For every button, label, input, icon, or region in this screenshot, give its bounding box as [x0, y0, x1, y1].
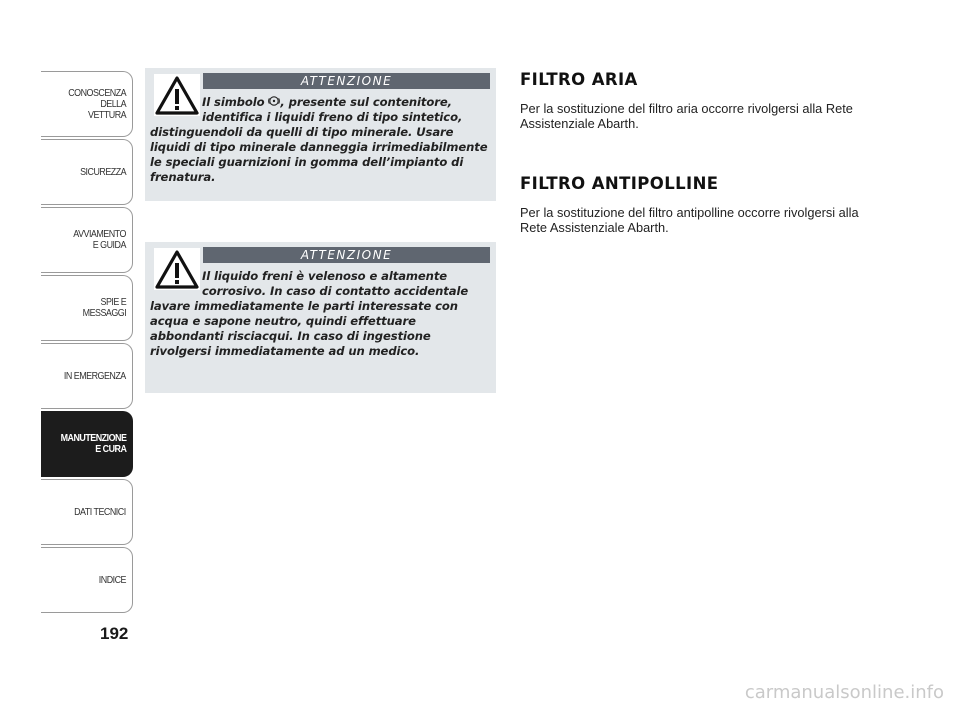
section-heading: FILTRO ARIA	[520, 70, 638, 89]
warning-text-start: Il simbolo	[202, 95, 269, 109]
tab-label: MANUTENZIONE E CURA	[60, 432, 126, 455]
tab-label: AVVIAMENTO E GUIDA	[73, 228, 126, 251]
tab-label: INDICE	[98, 573, 126, 586]
warning-box-brake-fluid-type	[145, 68, 496, 201]
warning-title: ATTENZIONE	[203, 73, 490, 89]
tab-spie-e-messaggi[interactable]	[41, 275, 133, 341]
section-body: Per la sostituzione del filtro antipolline occorre rivolgersi alla Rete Assistenziale Abarth.	[520, 205, 859, 235]
tab-label: CONOSCENZA DELLA VETTURA	[68, 86, 126, 121]
warning-text	[150, 269, 488, 359]
section-body: Per la sostituzione del filtro aria occorre rivolgersi alla Rete Assistenziale Abarth.	[520, 101, 853, 131]
tab-avviamento-e-guida[interactable]	[41, 207, 133, 273]
tab-in-emergenza[interactable]	[41, 343, 133, 409]
warning-box-brake-fluid-toxic	[145, 242, 496, 393]
section-filtro-antipolline	[520, 174, 880, 235]
watermark: carmanualsonline.info	[744, 682, 944, 703]
warning-text	[150, 95, 488, 185]
tab-label: SICUREZZA	[80, 165, 126, 178]
brake-fluid-symbol-icon	[268, 95, 280, 107]
section-heading: FILTRO ANTIPOLLINE	[520, 174, 719, 193]
tab-label: DATI TECNICI	[74, 505, 126, 518]
page-number: 192	[100, 624, 129, 643]
tab-label: SPIE E MESSAGGI	[82, 296, 126, 319]
tab-indice[interactable]	[41, 547, 133, 613]
tab-dati-tecnici[interactable]	[41, 479, 133, 545]
warning-text-body: Il liquido freni è velenoso e altamente corrosivo. In caso di contatto accidentale lavare immediatamente le parti interessate con acqua e sapone neutro, quindi effettuare abbondanti risciacqui. In caso di ingestione rivolgersi immediatamente ad un medico.	[150, 269, 469, 358]
section-filtro-aria	[520, 70, 880, 131]
tab-sicurezza[interactable]	[41, 139, 133, 205]
warning-text-end: , presente sul contenitore, identifica i liquidi freno di tipo sintetico, distinguendoli da quelli di tipo minerale. Usare liquidi di tipo minerale danneggia irrimediabilmente le speciali guarnizioni in gomma dell’impianto di frenatura.	[150, 95, 488, 184]
tab-conoscenza-della-vettura[interactable]	[41, 71, 133, 137]
tab-label: IN EMERGENZA	[64, 369, 126, 382]
tab-manutenzione-e-cura[interactable]	[41, 411, 133, 477]
warning-title: ATTENZIONE	[203, 247, 490, 263]
chapter-tabs	[41, 71, 133, 615]
